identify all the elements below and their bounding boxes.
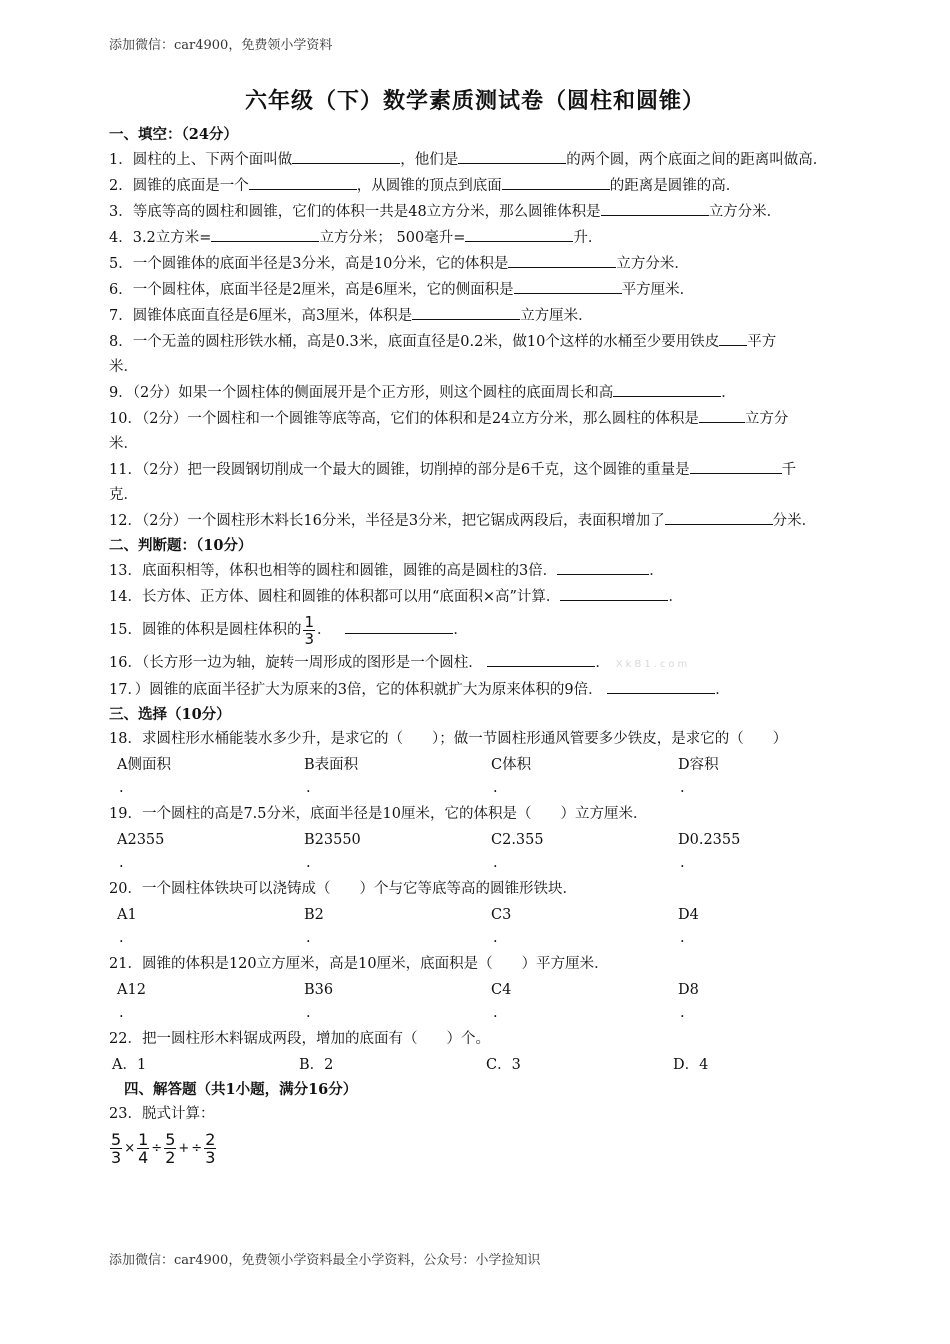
option-b[interactable]: B23550 [304, 832, 361, 848]
option-d[interactable]: D0.2355 [678, 832, 741, 848]
math-expression [109, 1131, 871, 1166]
answer-blank[interactable] [514, 277, 622, 294]
question-22: 22．把一圆柱形木料锯成两段，增加的底面有（ ）个。 [109, 1031, 490, 1047]
question-12: 12．（2分）一个圆柱形木料长16分米，半径是3分米，把它锯成两段后，表面积增加了 分米． [109, 508, 871, 534]
question-11: 11．（2分）把一段圆钢切削成一个最大的圆锥，切削掉的部分是6千克，这个圆锥的重量是 千 克． [109, 457, 871, 508]
option-c[interactable]: C体积 [491, 757, 532, 773]
option-d[interactable]: D4 [678, 907, 699, 923]
question-20: 20．一个圆柱体铁块可以浇铸成（ ）个与它等底等高的圆锥形铁块． [109, 881, 577, 897]
answer-blank[interactable] [699, 406, 745, 423]
option-c[interactable]: C．3 [486, 1057, 521, 1073]
option-dots: . . . . [119, 780, 685, 796]
question-8: 8．一个无盖的圆柱形铁水桶，高是0.3米，底面直径是0.2米，做10个这样的水桶至少要用铁皮 平方 米． [109, 329, 871, 380]
answer-blank[interactable] [487, 650, 595, 667]
answer-blank[interactable] [502, 173, 610, 190]
answer-blank[interactable] [465, 225, 573, 242]
option-b[interactable]: B36 [304, 982, 334, 998]
option-b[interactable]: B．2 [299, 1057, 334, 1073]
question-17: 17．）圆锥的底面半径扩大为原来的3倍，它的体积就扩大为原来体积的9倍． ． [109, 677, 871, 703]
question-5: 5．一个圆锥体的底面半径是3分米，高是10分米，它的体积是 立方分米． [109, 251, 871, 277]
answer-blank[interactable] [508, 251, 616, 268]
option-a[interactable]: A12 [117, 982, 146, 998]
question-15: 15．圆锥的体积是圆柱体积的 $\frac{1}{3}$ ． ． [109, 612, 468, 648]
option-c[interactable]: C3 [491, 907, 512, 923]
options-20 [109, 902, 871, 928]
answer-blank[interactable] [292, 147, 400, 164]
answer-blank[interactable] [557, 558, 649, 575]
answer-blank[interactable] [412, 303, 520, 320]
question-4: 4．3.2立方米= 立方分米； 500毫升= 升． [109, 225, 871, 251]
fraction: $\frac{5}{3}$ [111, 1130, 122, 1167]
footer-contact: 添加微信：car4900，免费领小学资料最全小学资料，公众号：小学捡知识 [109, 1253, 541, 1268]
operator: ÷ [151, 1141, 163, 1156]
question-16: 16．（长方形一边为轴，旋转一周形成的图形是一个圆柱． ． XkB1.com [109, 650, 871, 677]
answer-blank[interactable] [719, 329, 747, 346]
option-a[interactable]: A侧面积 [117, 757, 171, 773]
option-dots: . . . . [119, 855, 685, 871]
options-22 [109, 1052, 871, 1078]
question-18: 18．求圆柱形水桶能装水多少升，是求它的（ ）；做一节圆柱形通风管要多少铁皮，是求它的（ ） [109, 731, 788, 747]
answer-blank[interactable] [345, 617, 453, 634]
options-21 [109, 977, 871, 1003]
option-a[interactable]: A1 [117, 907, 137, 923]
answer-blank[interactable] [211, 225, 319, 242]
answer-blank[interactable] [458, 147, 566, 164]
question-1: 1．圆柱的上、下两个面叫做 ，他们是 的两个圆，两个底面之间的距离叫做高． [109, 147, 871, 173]
option-b[interactable]: B2 [304, 907, 324, 923]
worksheet-content [109, 123, 871, 1166]
fraction: $\frac{2}{3}$ [205, 1130, 216, 1167]
question-23: 23．脱式计算： [109, 1106, 215, 1122]
question-13: 13．底面积相等，体积也相等的圆柱和圆锥，圆锥的高是圆柱的3倍． ． [109, 558, 871, 584]
answer-blank[interactable] [690, 457, 782, 474]
question-7: 7．圆锥体底面直径是6厘米，高3厘米，体积是 立方厘米． [109, 303, 871, 329]
section-choice-heading: 三、选择（10分） [109, 706, 231, 723]
fraction-one-third: $\frac{1}{3}$ [304, 612, 314, 648]
question-21: 21．圆锥的体积是120立方厘米，高是10厘米，底面积是（ ）平方厘米． [109, 956, 609, 972]
question-10: 10．（2分）一个圆柱和一个圆锥等底等高，它们的体积和是24立方分米，那么圆柱的体积是 立方分 米． [109, 406, 871, 457]
question-2: 2．圆锥的底面是一个 ，从圆锥的顶点到底面 的距离是圆锥的高． [109, 173, 871, 199]
section-fill-heading: 一、填空：（24分） [109, 126, 238, 143]
answer-blank[interactable] [601, 199, 709, 216]
operator: + [178, 1141, 190, 1156]
answer-blank[interactable] [249, 173, 357, 190]
answer-blank[interactable] [665, 508, 773, 525]
answer-blank[interactable] [607, 677, 715, 694]
question-14: 14．长方体、正方体、圆柱和圆锥的体积都可以用“底面积×高”计算． ． [109, 584, 871, 610]
watermark-text: XkB1.com [615, 659, 691, 670]
page-title: 六年级（下）数学素质测试卷（圆柱和圆锥） [244, 88, 705, 114]
question-6: 6．一个圆柱体，底面半径是2厘米，高是6厘米，它的侧面积是 平方厘米． [109, 277, 871, 303]
option-a[interactable]: A2355 [117, 832, 165, 848]
header-contact: 添加微信：car4900，免费领小学资料 [109, 38, 333, 53]
option-b[interactable]: B表面积 [304, 757, 359, 773]
fraction: $\frac{5}{2}$ [165, 1130, 176, 1167]
operator: ÷ [191, 1141, 203, 1156]
option-d[interactable]: D．4 [673, 1057, 709, 1073]
answer-blank[interactable] [613, 380, 721, 397]
option-dots: . . . . [119, 1005, 685, 1021]
question-19: 19．一个圆柱的高是7.5分米，底面半径是10厘米，它的体积是（ ）立方厘米． [109, 806, 648, 822]
option-a[interactable]: A．1 [112, 1057, 147, 1073]
section-judge-heading: 二、判断题：（10分） [109, 537, 253, 554]
options-19 [109, 827, 871, 853]
question-9: 9．（2分）如果一个圆柱体的侧面展开是个正方形，则这个圆柱的底面周长和高 ． [109, 380, 871, 406]
fraction: $\frac{1}{4}$ [138, 1130, 149, 1167]
option-d[interactable]: D容积 [678, 757, 719, 773]
operator: × [124, 1141, 136, 1156]
option-d[interactable]: D8 [678, 982, 699, 998]
option-c[interactable]: C4 [491, 982, 512, 998]
answer-blank[interactable] [560, 584, 668, 601]
option-dots: . . . . [119, 930, 685, 946]
option-c[interactable]: C2.355 [491, 832, 544, 848]
section-answer-heading: 四、解答题（共1小题，满分16分） [124, 1081, 358, 1098]
question-3: 3．等底等高的圆柱和圆锥，它们的体积一共是48立方分米，那么圆锥体积是 立方分米． [109, 199, 871, 225]
options-18 [109, 752, 871, 778]
